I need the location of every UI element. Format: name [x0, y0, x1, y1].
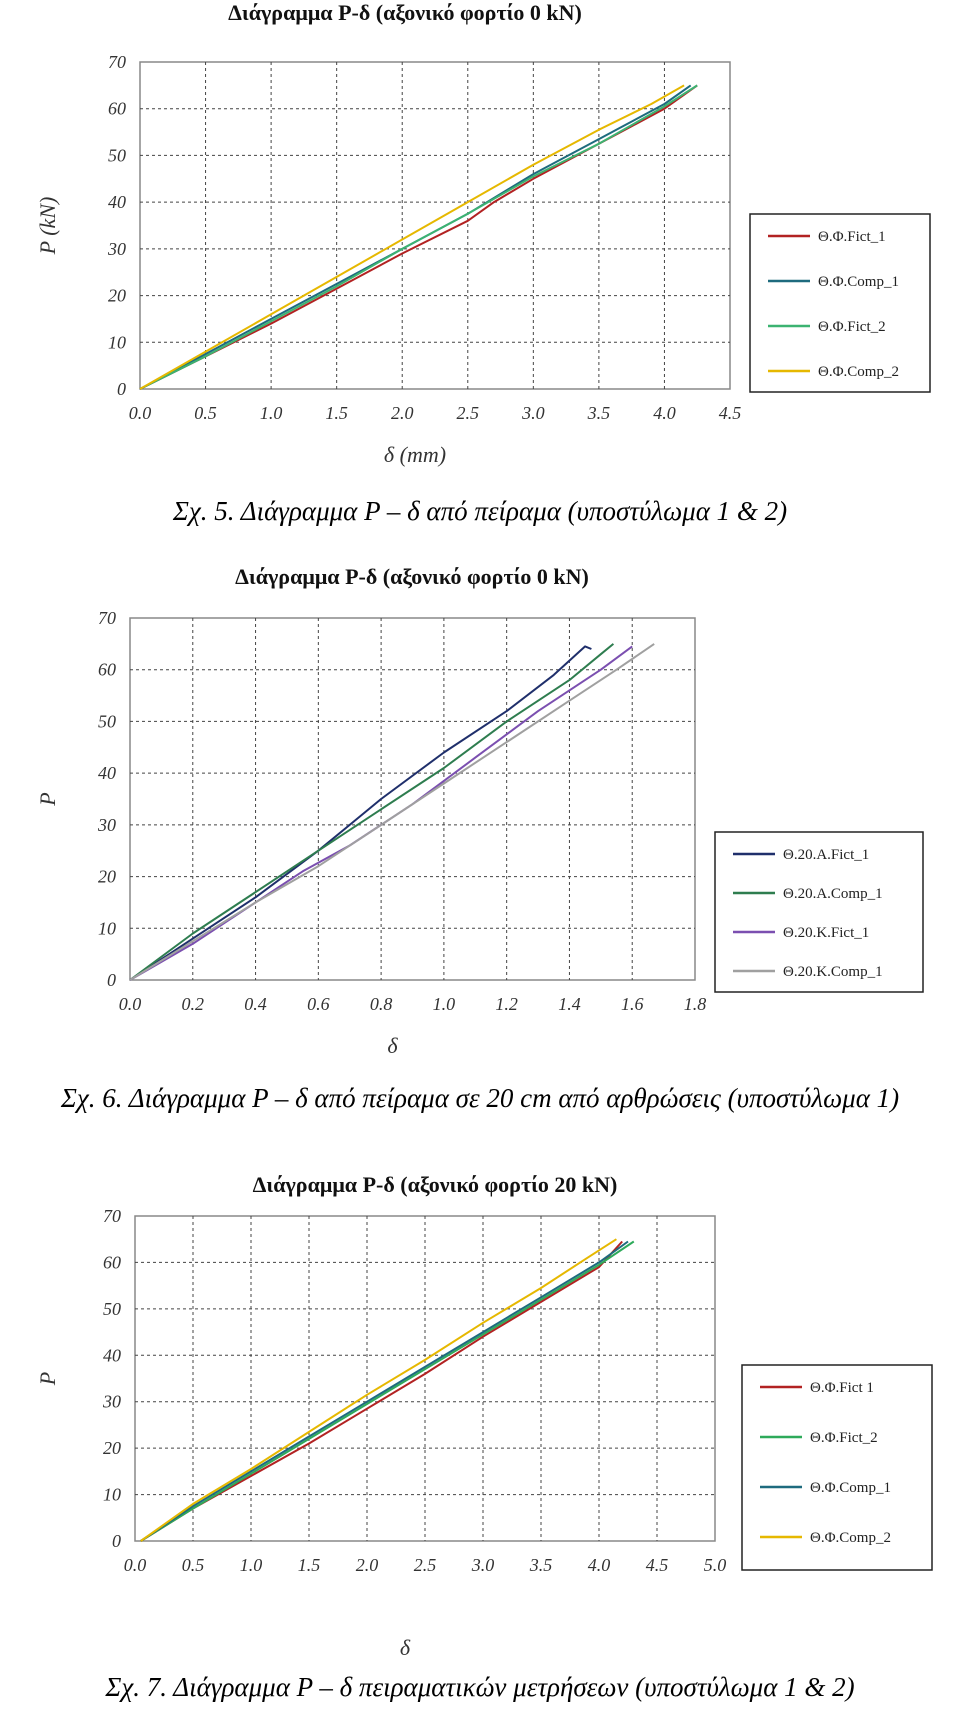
x-tick-label: 3.5 [529, 1555, 553, 1575]
x-axis-label: δ (mm) [383, 442, 447, 467]
x-tick-label: 0.4 [244, 994, 267, 1014]
chart-title: Διάγραμμα P-δ (αξονικό φορτίο 0 kN) [228, 0, 582, 25]
y-tick-label: 0 [112, 1531, 121, 1551]
y-tick-label: 10 [103, 1484, 121, 1505]
y-tick-label: 60 [103, 1252, 121, 1273]
x-tick-label: 0.0 [128, 403, 152, 423]
x-tick-label: 0.5 [194, 403, 217, 423]
legend-label: Θ.Φ.Comp_2 [818, 364, 899, 380]
y-tick-label: 20 [98, 866, 116, 887]
y-tick-label: 70 [108, 52, 126, 72]
x-tick-label: 0.0 [123, 1555, 147, 1575]
y-tick-label: 50 [103, 1298, 121, 1319]
x-tick-label: 4.0 [587, 1555, 611, 1575]
y-tick-label: 40 [108, 192, 126, 213]
x-tick-label: 5.0 [703, 1555, 727, 1575]
x-tick-label: 2.0 [390, 403, 414, 423]
legend-label: Θ.Φ.Fict_2 [810, 1430, 878, 1446]
x-tick-label: 1.2 [495, 994, 518, 1014]
y-tick-label: 70 [103, 1206, 121, 1226]
x-axis-label: δ [387, 1033, 398, 1058]
x-tick-label: 0.5 [181, 1555, 205, 1575]
x-tick-label: 3.5 [587, 403, 611, 423]
x-tick-label: 1.5 [325, 403, 348, 423]
y-tick-label: 20 [103, 1438, 121, 1459]
x-tick-label: 0.0 [118, 994, 142, 1014]
y-tick-label: 30 [98, 814, 116, 835]
chart-title: Διάγραμμα P-δ (αξονικό φορτίο 20 kN) [252, 1172, 618, 1197]
caption-fig6: Σχ. 6. Διάγραμμα P – δ από πείραμα σε 20 cm από αρθρώσεις (υποστύλωμα 1) [60, 1083, 900, 1113]
plot-area [140, 62, 730, 389]
y-tick-label: 30 [103, 1391, 121, 1412]
legend-label: Θ.Φ.Fict 1 [810, 1380, 874, 1396]
x-tick-label: 1.8 [683, 994, 707, 1014]
y-tick-label: 0 [117, 379, 126, 399]
x-tick-label: 4.5 [645, 1555, 669, 1575]
x-tick-label: 0.6 [307, 994, 330, 1014]
figure-6 [0, 560, 960, 1090]
x-tick-label: 1.5 [297, 1555, 321, 1575]
x-tick-label: 0.8 [369, 994, 393, 1014]
chart-2 [0, 560, 960, 1090]
legend-label: Θ.Φ.Comp_2 [810, 1530, 891, 1546]
figure-5 [0, 0, 960, 485]
x-tick-label: 0.2 [181, 994, 205, 1014]
x-tick-label: 4.5 [718, 403, 742, 423]
y-axis-label: P [35, 792, 60, 806]
legend-label: Θ.Φ.Comp_1 [818, 274, 899, 290]
x-tick-label: 3.0 [471, 1555, 495, 1575]
y-tick-label: 20 [108, 285, 126, 306]
y-tick-label: 50 [98, 711, 116, 732]
x-tick-label: 2.5 [456, 403, 480, 423]
legend-label: Θ.20.K.Fict_1 [783, 925, 870, 941]
x-tick-label: 3.0 [522, 403, 545, 423]
plot-area [130, 618, 695, 980]
legend-label: Θ.Φ.Fict_1 [818, 229, 886, 245]
y-axis-label: P [35, 1371, 60, 1386]
x-tick-label: 1.4 [558, 994, 581, 1014]
legend-label: Θ.Φ.Comp_1 [810, 1480, 891, 1496]
legend-label: Θ.Φ.Fict_2 [818, 319, 886, 335]
x-axis-label: δ [399, 1635, 411, 1660]
x-tick-label: 1.0 [432, 994, 456, 1014]
chart-3 [0, 1168, 960, 1668]
y-tick-label: 50 [108, 145, 126, 166]
x-tick-label: 2.5 [413, 1555, 437, 1575]
caption-fig7: Σχ. 7. Διάγραμμα P – δ πειραματικών μετρήσεων (υποστύλωμα 1 & 2) [105, 1672, 855, 1702]
y-tick-label: 0 [107, 970, 116, 990]
y-tick-label: 10 [98, 918, 116, 939]
y-tick-label: 30 [108, 238, 126, 259]
caption-fig5: Σχ. 5. Διάγραμμα P – δ από πείραμα (υποστύλωμα 1 & 2) [172, 496, 788, 526]
y-tick-label: 10 [108, 332, 126, 353]
y-tick-label: 70 [98, 608, 116, 628]
x-tick-label: 4.0 [653, 403, 676, 423]
y-tick-label: 40 [98, 763, 116, 784]
y-axis-label: P (kN) [35, 196, 60, 255]
legend-label: Θ.20.A.Fict_1 [783, 847, 870, 863]
x-tick-label: 2.0 [355, 1555, 379, 1575]
y-tick-label: 60 [98, 659, 116, 680]
chart-title: Διάγραμμα P-δ (αξονικό φορτίο 0 kN) [235, 564, 589, 589]
chart-1 [0, 0, 960, 485]
legend-label: Θ.20.K.Comp_1 [783, 964, 883, 980]
y-tick-label: 60 [108, 98, 126, 119]
x-tick-label: 1.0 [259, 403, 283, 423]
figure-7 [0, 1168, 960, 1668]
y-tick-label: 40 [103, 1345, 121, 1366]
x-tick-label: 1.6 [620, 994, 644, 1014]
legend-label: Θ.20.A.Comp_1 [783, 886, 883, 902]
x-tick-label: 1.0 [239, 1555, 263, 1575]
